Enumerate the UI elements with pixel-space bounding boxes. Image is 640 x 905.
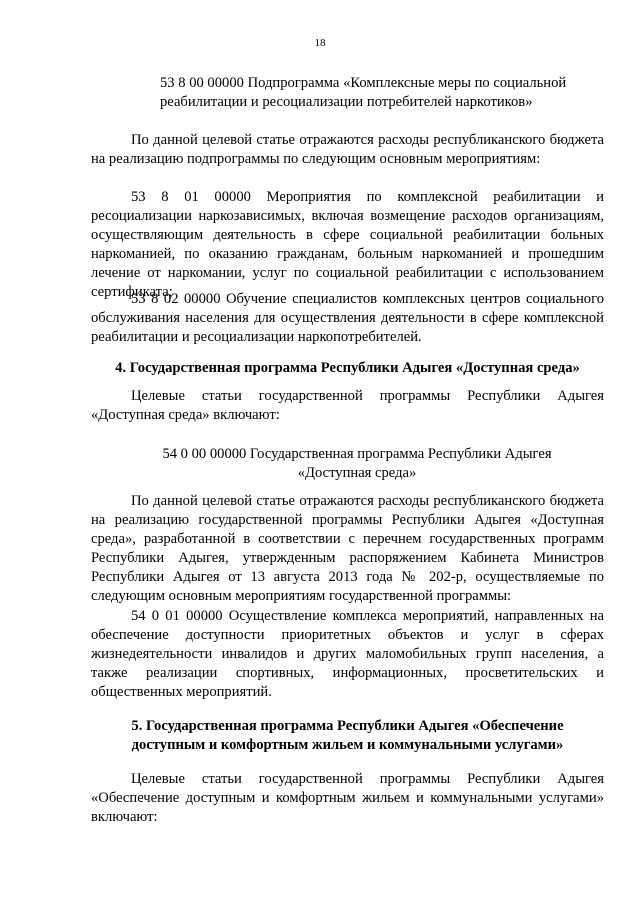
section-5-heading	[91, 717, 604, 755]
section-4-intro: Целевые статьи государственной программы Республики Адыгея «Доступная среда» включают:	[91, 388, 604, 423]
subprogram-8-heading-line2: реабилитации и ресоциализации потребителей наркотиков»	[160, 93, 533, 110]
section-4-body: По данной целевой статье отражаются расходы республиканского бюджета на реализацию государственной программы Республики Адыгея «Доступная среда», разработанной в соответствии с перечнем государственных программ Республики Адыгея, утвержденным распоряжением Кабинета Министров Республики Адыгея от 13 августа 2013 года № 202-р, осуществляемые по следующим основным мероприятиям государственной программы:	[91, 493, 604, 604]
section-4-item-1: 54 0 01 00000 Осуществление комплекса мероприятий, направленных на обеспечение доступности приоритетных объектов и услуг в сферах жизнедеятельности инвалидов и других маломобильных групп населения, а также реализации спортивных, информационных, просветительских и общественных мероприятий.	[91, 608, 604, 700]
section-5-heading-line1: 5. Государственная программа Республики Адыгея «Обеспечение	[131, 718, 564, 734]
subprogram-8-item-2: 53 8 02 00000 Обучение специалистов комплексных центров социального обслуживания населения для осуществления деятельности в сфере комплексной реабилитации и ресоциализации наркопотребителей.	[91, 291, 604, 345]
section-5-intro: Целевые статьи государственной программы Республики Адыгея «Обеспечение доступным и комфортным жильем и коммунальными услугами» включают:	[91, 771, 604, 825]
subprogram-8-item-1: 53 8 01 00000 Мероприятия по комплексной реабилитации и ресоциализации наркозависимых, включая возмещение расходов организациям, осуществляющим деятельность в сфере социальной реабилитации больных наркоманией, по оказанию гражданам, больным наркоманией и прошедшим лечение от наркомании, услуг по социальной реабилитации с использованием сертификата;	[91, 189, 604, 300]
subprogram-8-heading-line1: 53 8 00 00000 Подпрограмма «Комплексные меры по социальной	[160, 75, 567, 91]
section-4-program-heading	[110, 445, 604, 483]
section-4-program-heading-line2: «Доступная среда»	[297, 464, 417, 481]
subprogram-8-heading	[160, 74, 604, 112]
section-4-heading: 4. Государственная программа Республики Адыгея «Доступная среда»	[115, 360, 580, 376]
section-5-heading-line2: доступным и комфортным жильем и коммунальными услугами»	[131, 736, 564, 753]
subprogram-8-intro: По данной целевой статье отражаются расходы республиканского бюджета на реализацию подпрограммы по следующим основным мероприятиям:	[91, 132, 604, 167]
section-4-program-heading-line1: 54 0 00 00000 Государственная программа Республики Адыгея	[162, 446, 552, 462]
page-number: 18	[314, 37, 326, 49]
